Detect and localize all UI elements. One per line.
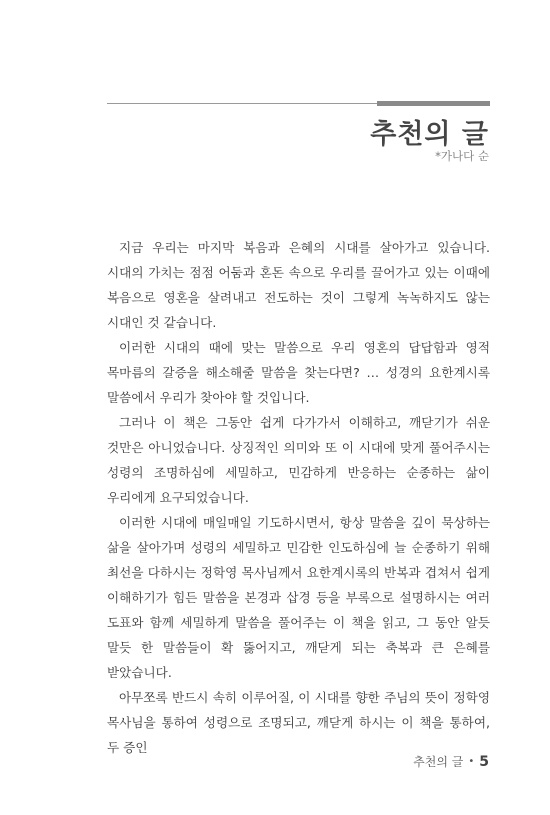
paragraph: 이러한 시대에 매일매일 기도하시면서, 항상 말씀을 깊이 묵상하는 삶을 살아가며 성령의 세밀하고 민감한 인도하심에 늘 순종하기 위해 최선을 다하시는 정학영 목사님께서 요한계시록의 반복과 겹쳐서 쉽게 이해하기가 힘든 말씀을 본경과 삽경 등을 부록으로 설명하시는 여러 도표와 함께 세밀하게 말씀을 풀어주는 이 책을 읽고, 그 동안 알듯 말듯 한 말씀들이 확 뚫어지고, 깨닫게 되는 축복과 큰 은혜를 받았습니다. bbox=[107, 515, 490, 680]
paragraph: 아무쪼록 반드시 속히 이루어질, 이 시대를 향한 주님의 뜻이 정학영 목사님을 통하여 성령으로 조명되고, 깨닫게 하시는 이 책을 통하여, 두 증인 bbox=[107, 690, 490, 755]
paragraph: 그러나 이 책은 그동안 쉽게 다가가서 이해하고, 깨닫기가 쉬운 것만은 아니었습니다. 상징적인 의미와 또 이 시대에 맞게 풀어주시는 성령의 조명하심에 세밀하고, 민감하게 반응하는 순종하는 삶이 우리에게 요구되었습니다. bbox=[107, 415, 490, 505]
running-footer bbox=[413, 753, 489, 770]
page-title: 추천의 글 bbox=[370, 119, 489, 150]
body-text bbox=[107, 235, 490, 760]
header-rule-accent bbox=[377, 101, 490, 106]
paragraph: 지금 우리는 마지막 복음과 은혜의 시대를 살아가고 있습니다. 시대의 가치는 점점 어둠과 혼돈 속으로 우리를 끌어가고 있는 이때에 복음으로 영혼을 살려내고 전도하는 것이 그렇게 녹녹하지도 않는 시대인 것 같습니다. bbox=[107, 240, 490, 330]
footer-bullet: • bbox=[468, 756, 475, 767]
page-subtitle: *가나다 순 bbox=[435, 149, 489, 163]
paragraph: 이러한 시대의 때에 맞는 말씀으로 우리 영혼의 답답함과 영적 목마름의 갈증을 해소해줄 말씀을 찾는다면? … 성경의 요한계시록 말씀에서 우리가 찾아야 할 것입니다. bbox=[107, 340, 490, 405]
footer-section-title: 추천의 글 bbox=[413, 755, 464, 769]
page-number: 5 bbox=[479, 753, 489, 770]
